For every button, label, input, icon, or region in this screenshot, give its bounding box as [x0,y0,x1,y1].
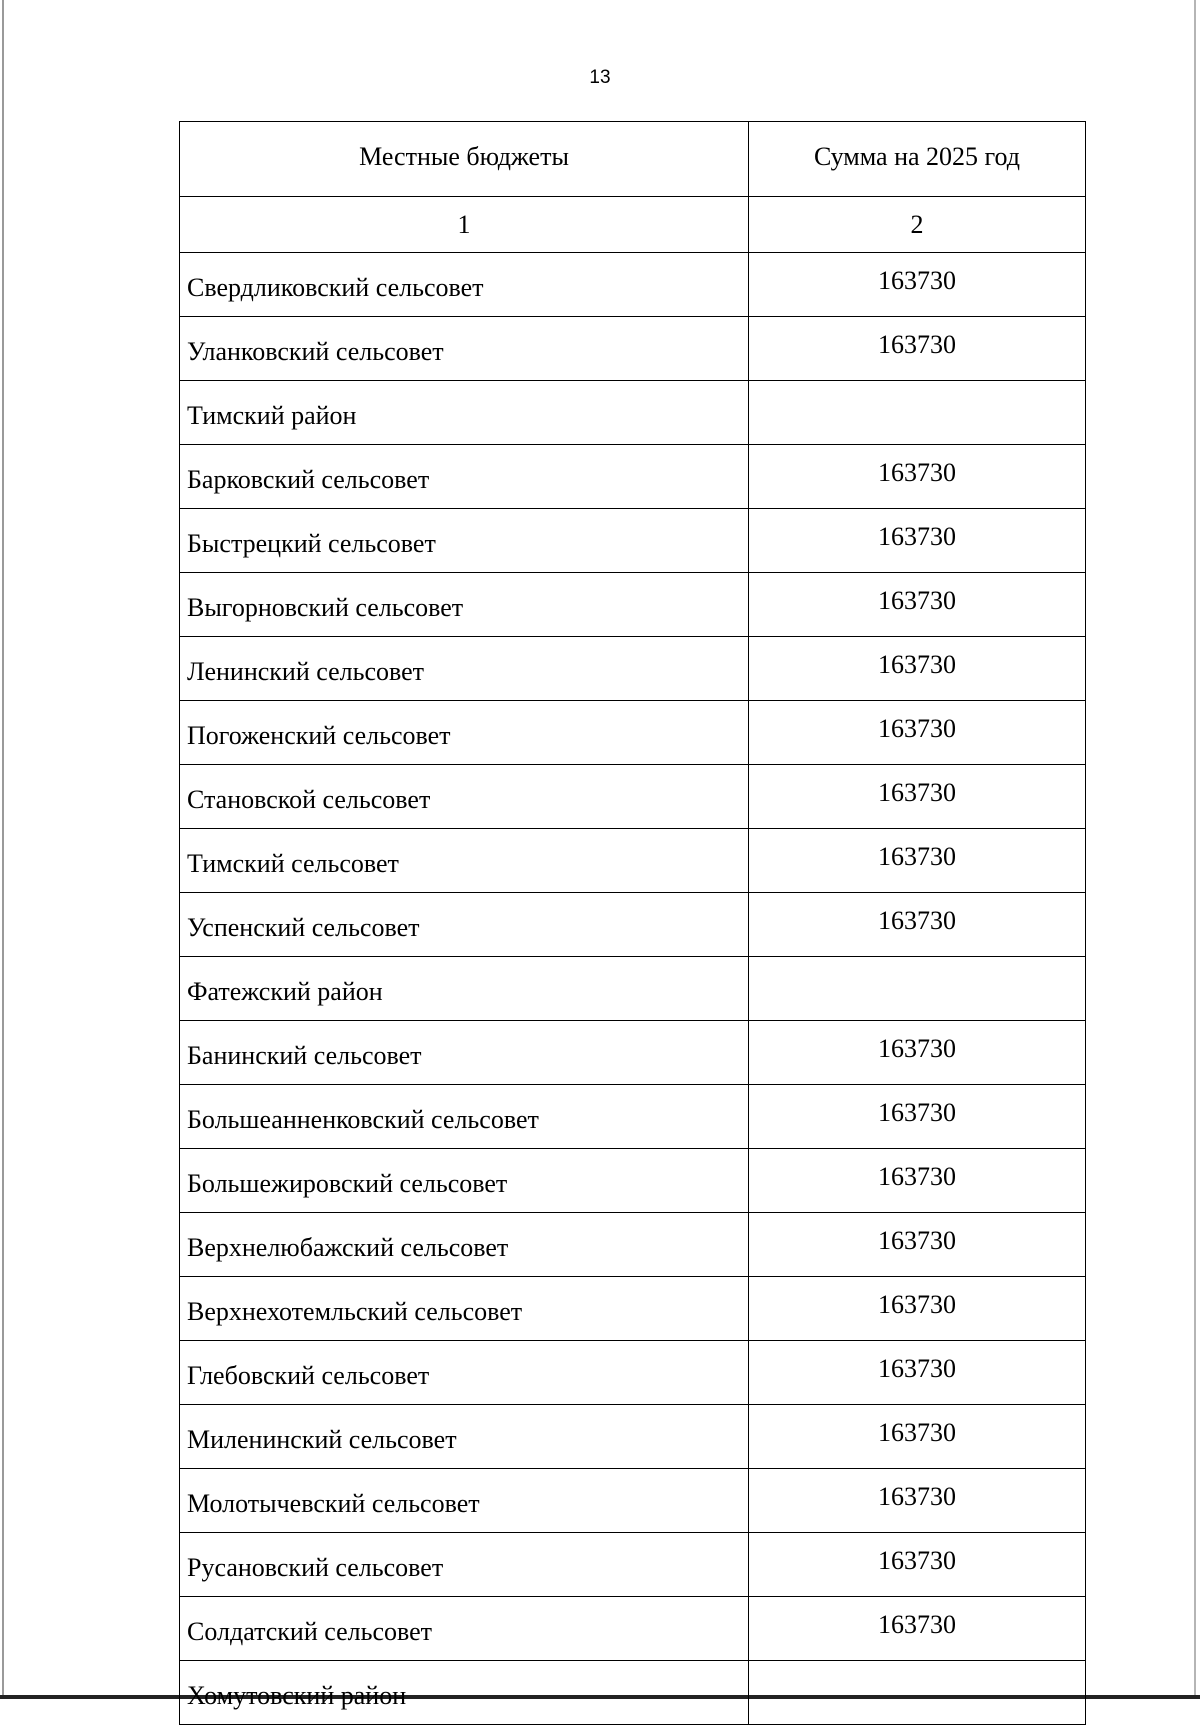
column-numbering-row [180,197,1086,253]
header-sum-2025: Сумма на 2025 год [749,122,1086,197]
budget-amount-cell: 163730 [749,1085,1086,1149]
table-header-row [180,122,1086,197]
table-row [180,1597,1086,1661]
table-row [180,1213,1086,1277]
budget-name-cell: Погоженский сельсовет [180,701,749,765]
budget-amount-cell: 163730 [749,445,1086,509]
budget-amount-cell: 163730 [749,1469,1086,1533]
table-row [180,637,1086,701]
budget-name-cell: Выгорновский сельсовет [180,573,749,637]
table-row [180,1469,1086,1533]
column-number-1: 1 [180,197,749,253]
table-row [180,957,1086,1021]
budget-name-cell: Ленинский сельсовет [180,637,749,701]
table-row [180,893,1086,957]
table-row [180,1277,1086,1341]
budget-name-cell: Молотычевский сельсовет [180,1469,749,1533]
budget-amount-cell: 163730 [749,253,1086,317]
table-row [180,701,1086,765]
scan-edge-left [2,0,4,1699]
table-row [180,253,1086,317]
budget-amount-cell [749,381,1086,445]
table-row [180,1149,1086,1213]
budget-amount-cell: 163730 [749,1021,1086,1085]
budget-name-cell: Становской сельсовет [180,765,749,829]
table-row [180,381,1086,445]
column-number-2: 2 [749,197,1086,253]
budget-name-cell: Свердликовский сельсовет [180,253,749,317]
budget-amount-cell: 163730 [749,1149,1086,1213]
budget-amount-cell: 163730 [749,637,1086,701]
budget-name-cell: Верхнехотемльский сельсовет [180,1277,749,1341]
table-row [180,1661,1086,1725]
budget-amount-cell: 163730 [749,1213,1086,1277]
budget-name-cell: Банинский сельсовет [180,1021,749,1085]
budget-name-cell: Солдатский сельсовет [180,1597,749,1661]
table-row [180,829,1086,893]
budget-name-cell: Верхнелюбажский сельсовет [180,1213,749,1277]
budget-amount-cell: 163730 [749,1597,1086,1661]
budget-amount-cell: 163730 [749,509,1086,573]
budget-amount-cell: 163730 [749,829,1086,893]
budget-amount-cell: 163730 [749,1341,1086,1405]
budget-name-cell: Большеанненковский сельсовет [180,1085,749,1149]
header-local-budgets: Местные бюджеты [180,122,749,197]
budget-name-cell: Барковский сельсовет [180,445,749,509]
budget-name-cell: Быстрецкий сельсовет [180,509,749,573]
table-row [180,573,1086,637]
table-row [180,1085,1086,1149]
scan-edge-right [1194,0,1196,1699]
budget-amount-cell: 163730 [749,893,1086,957]
table-row [180,509,1086,573]
table-row [180,317,1086,381]
budget-name-cell: Миленинский сельсовет [180,1405,749,1469]
budget-name-cell: Русановский сельсовет [180,1533,749,1597]
budget-name-cell: Тимский сельсовет [180,829,749,893]
budget-amount-cell: 163730 [749,701,1086,765]
table-row [180,1405,1086,1469]
budget-name-cell: Уланковский сельсовет [180,317,749,381]
budget-amount-cell: 163730 [749,573,1086,637]
budget-table [179,121,1086,1725]
table-row [180,765,1086,829]
table-row [180,1021,1086,1085]
budget-amount-cell: 163730 [749,765,1086,829]
page-number: 13 [589,67,611,88]
budget-name-cell: Хомутовский район [180,1661,749,1725]
budget-name-cell: Тимский район [180,381,749,445]
budget-name-cell: Большежировский сельсовет [180,1149,749,1213]
budget-amount-cell [749,957,1086,1021]
budget-name-cell: Успенский сельсовет [180,893,749,957]
budget-amount-cell: 163730 [749,1533,1086,1597]
budget-name-cell: Глебовский сельсовет [180,1341,749,1405]
budget-amount-cell: 163730 [749,1277,1086,1341]
budget-amount-cell [749,1661,1086,1725]
budget-name-cell: Фатежский район [180,957,749,1021]
budget-amount-cell: 163730 [749,1405,1086,1469]
table-row [180,1341,1086,1405]
table-row [180,445,1086,509]
budget-amount-cell: 163730 [749,317,1086,381]
table-row [180,1533,1086,1597]
